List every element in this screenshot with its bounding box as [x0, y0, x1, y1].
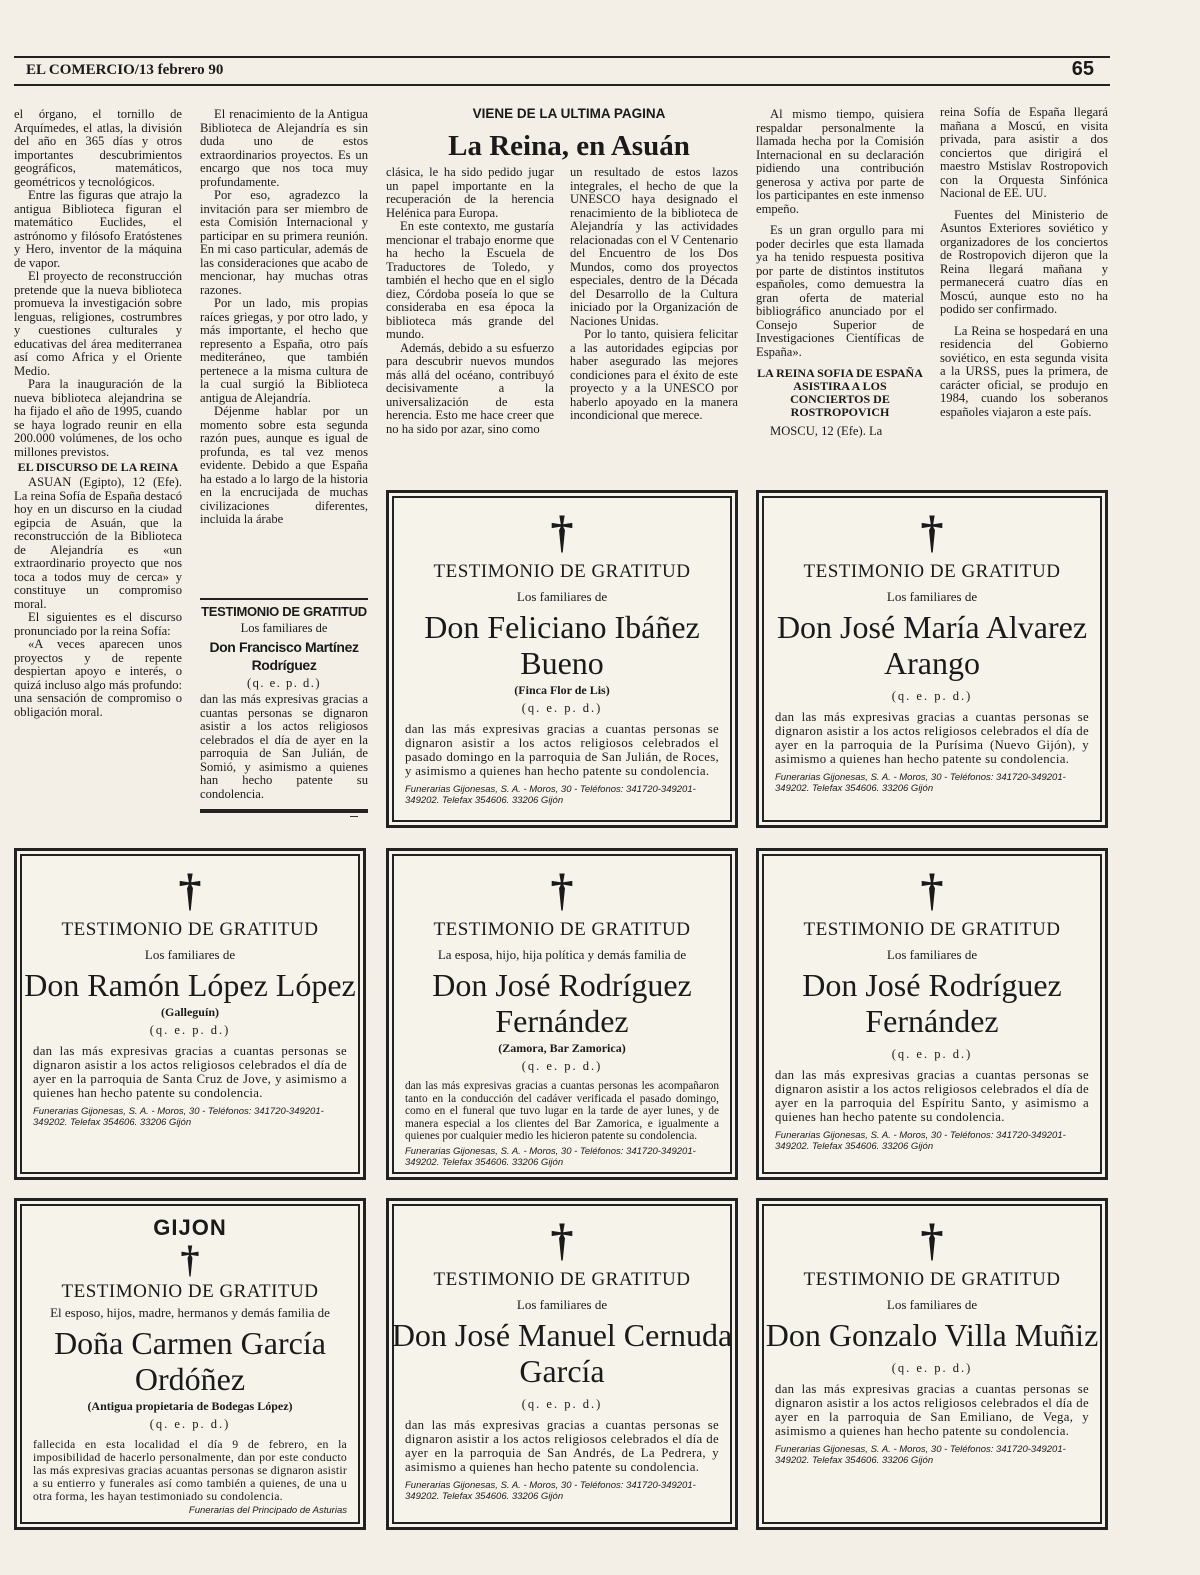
paragraph: El proyecto de reconstrucción pretende que la nueva biblioteca promueva la investigación sobre lenguas, religiones, costrumbres y cuestiones culturales y educativas del área mediterranea así como Africa y el Oriente Medio. [14, 269, 182, 378]
page-header [14, 56, 1110, 86]
notice-footer: Funerarias del Principado de Asturias [188, 1505, 347, 1516]
notice-body: dan las más expresivas gracias a cuantas personas se dignaron asistir a los actos religiosos celebrados el día de ayer en la parroquia de San Emiliano, de Vega, y asimismo a quienes han hecho patente su condolencia. [775, 1382, 1089, 1438]
notice-title: TESTIMONIO DE GRATITUD [61, 919, 319, 940]
notice-name: Don José Rodríguez Fernández [432, 967, 692, 1039]
paragraph: Déjenme hablar por un momento sobre esta segunda razón pues, aunque es igual de profunda, es tal vez menos evidente. Debido a que España ha estado a lo largo de la historia en la encrucijada de muchas civilizaciones diferentes, incluida la árabe [200, 404, 368, 526]
notice-qepd: (q. e. p. d.) [891, 689, 973, 703]
notice-note: (Zamora, Bar Zamorica) [498, 1041, 626, 1055]
notice-title: TESTIMONIO DE GRATITUD [803, 561, 1061, 582]
paragraph: el órgano, el tornillo de Arquímedes, el atlas, la división del año en 365 días y otros importantes descubrimientos geográficos, matemáticos, geométricos y tecnológicos. [14, 108, 182, 189]
notice-name: Don Gonzalo Villa Muñiz [765, 1317, 1099, 1353]
notice-qepd: (q. e. p. d.) [521, 701, 603, 715]
notice-name: Don Feliciano Ibáñez Bueno [424, 609, 700, 681]
notice-name: Don José María Alvarez Arango [776, 609, 1088, 681]
cross-icon: † [180, 1239, 200, 1281]
notice-gonzalo-villa [756, 1198, 1108, 1530]
notice-family: La esposa, hijo, hija política y demás familia de [437, 947, 687, 962]
notice-note: (Antigua propietaria de Bodegas López) [87, 1399, 293, 1413]
notice-family: Los familiares de [516, 1297, 608, 1312]
notice-title: TESTIMONIO DE GRATITUD [433, 561, 691, 582]
cross-icon: † [178, 864, 202, 915]
notice-jose-rodriguez [756, 848, 1108, 1180]
notice-family: Los familiares de [144, 947, 236, 962]
notice-qepd: (q. e. p. d.) [149, 1023, 231, 1037]
notice-feliciano-ibanez [386, 490, 738, 828]
paragraph: un resultado de estos lazos integrales, el hecho de que la UNESCO haya designado el renacimiento de la biblioteca de Alejandría y las actividades relacionadas con el V Centenario del Encuentro de los Dos Mundos, como dos proyectos especiales, dentro de la Década del Desarrollo de la Cultura iniciado por la Organización de Naciones Unidas. [570, 166, 738, 328]
article-column-4 [570, 166, 738, 476]
notice-title: TESTIMONIO DE GRATITUD [200, 598, 368, 619]
paragraph: ASUAN (Egipto), 12 (Efe). La reina Sofía de España destacó hoy en un discurso en la ciudad egipcia de Asuán, que la reconstrucción de la Biblioteca de Alejandría es «un extraordinario proyecto que nos toca a todos muy de cerca» y constituye un compromiso moral. [14, 475, 182, 611]
article-kicker: VIENE DE LA ULTIMA PAGINA [472, 106, 666, 121]
notice-footer: Funerarias Gijonesas, S. A. - Moros, 30 - Teléfonos: 341720-349201-349202. Telefax 354606. 33206 Gijón [775, 1444, 1066, 1466]
paragraph: Para la inauguración de la nueva biblioteca alejandrina se ha fijado el año de 1995, cuando se haya logrado reunir en ella 200.000 volúmenes, de los ocho millones previstos. [14, 377, 182, 459]
notice-qepd: (q. e. p. d.) [891, 1361, 973, 1375]
notice-footer: Funerarias Gijonesas, S. A. - Moros, 30 - Teléfonos: 341720-349201-349202. Telefax 354606. 33206 Gijón [775, 1130, 1066, 1152]
paragraph: Además, debido a su esfuerzo para descubrir nuevos mundos más allá del océano, contribuyó decisivamente a la universalización de esta herencia. Esto me hace creer que no ha sido por azar, sino como [386, 340, 554, 436]
notice-note: (Finca Flor de Lis) [514, 683, 610, 697]
paragraph: Es un gran orgullo para mi poder decirles que esta llamada ya ha tenido respuesta positiva por parte de distintos institutos españoles, como demuestra la gran oferta de material bibliográfico anunciado por el Consejo Superior de Investigaciones Científicas de España». [756, 223, 924, 359]
paragraph: La Reina se hospedará en una residencia del Gobierno soviético, en esta segunda visita a la URSS, pues la primera, de carácter oficial, se produjo en 1984, cuando los soberanos españoles viajaron a este país. [940, 323, 1108, 419]
notice-city: GIJON [153, 1215, 227, 1240]
paragraph: En este contexto, me gustaría mencionar el trabajo enorme que ha hecho la Escuela de Traductores de Toledo, y también el hecho que en el siglo diez, Córdoba poseía lo que se consideraba en esa época la biblioteca más grande del mundo. [386, 219, 554, 341]
cross-icon: † [920, 864, 944, 915]
notice-carmen-garcia [14, 1198, 366, 1530]
small-notice [200, 598, 368, 813]
paragraph: Por lo tanto, quisiera felicitar a las autoridades egipcias por haber asegurado las mejores condiciones para el éxito de este proyecto y a la UNESCO por haberlo apoyado en la manera incondicional que merece. [570, 327, 738, 422]
notice-name: Doña Carmen García Ordóñez [54, 1325, 326, 1397]
notice-name: Don José Rodríguez Fernández [802, 967, 1062, 1039]
notice-footer: Funerarias Gijonesas, S. A. - Moros, 30 - Teléfonos: 341720-349201-349202. Telefax 354606. 33206 Gijón [405, 1145, 696, 1168]
notice-title: TESTIMONIO DE GRATITUD [433, 1269, 691, 1290]
notice-jose-manuel-cernuda [386, 1198, 738, 1530]
paragraph: El siguientes es el discurso pronunciado por la reina Sofía: [14, 610, 182, 638]
paragraph: Por eso, agradezco la invitación para ser miembro de esta Comisión Internacional y participar en su primera reunión. En mi caso particular, además de las consideraciones que acabo de mencionar, hay muchas otras razones. [200, 188, 368, 297]
notice-family: Los familiares de [886, 589, 978, 604]
notice-name: Don Ramón López López [24, 967, 356, 1003]
notice-title: TESTIMONIO DE GRATITUD [803, 919, 1061, 940]
article-headline: La Reina, en Asuán [448, 130, 690, 162]
article-column-1 [14, 108, 182, 830]
article-column-2 [200, 108, 368, 576]
notice-body: dan las más expresivas gracias a cuantas personas se dignaron asistir a los actos religiosos celebrados el día de ayer en la parroquia de San Julián, de Somió, y asimismo a quienes han hecho patente su condolencia. [200, 692, 368, 801]
notice-family: El esposo, hijos, madre, hermanos y demás familia de [50, 1305, 330, 1320]
notice-body: fallecida en esta localidad el día 9 de febrero, en la imposibilidad de hacerlo personalmente, dan por este conducto las más expresivas gracias acuantas personas se dignaron asistir a su entierro y funerales así como también a quienes, de una u otra forma, les hayan testimoniado su condolencia. [33, 1437, 347, 1503]
notice-qepd: (q. e. p. d.) [149, 1417, 231, 1431]
notice-ramon-lopez [14, 848, 366, 1180]
notice-qepd: (q. e. p. d.) [521, 1059, 603, 1073]
notice-qepd: (q. e. p. d.) [247, 676, 321, 690]
paragraph: reina Sofía de España llegará mañana a Moscú, en visita privada, para asistir a dos conciertos que dirigirá el maestro Mstislav Rostropovich con la Orquesta Sinfónica Nacional de EE. UU. [940, 106, 1108, 200]
page-number: 65 [1071, 58, 1094, 80]
notice-family: Los familiares de [516, 589, 608, 604]
notice-body: dan las más expresivas gracias a cuantas personas se dignaron asistir a los actos religiosos celebrados el día de ayer en la parroquia de la Purísima (Nuevo Gijón), y asimismo a quienes han hecho patente su condolencia. [775, 710, 1089, 766]
subheading: EL DISCURSO DE LA REINA [17, 460, 179, 474]
notice-name: Don José Manuel Cernuda García [391, 1317, 733, 1389]
subheading: LA REINA SOFIA DE ESPAÑA ASISTIRA A LOS CONCIERTOS DE ROSTROPOVICH [757, 366, 923, 419]
paragraph: El renacimiento de la Antigua Biblioteca de Alejandría es sin duda uno de estos extraordinarios proyectos. Es un encargo que nos toca muy profundamente. [200, 108, 368, 189]
notice-footer: Funerarias Gijonesas, S. A. - Moros, 30 - Teléfonos: 341720-349201-349202. Telefax 354606. 33206 Gijón [405, 1480, 696, 1502]
notice-title: TESTIMONIO DE GRATITUD [61, 1281, 319, 1302]
notice-title: TESTIMONIO DE GRATITUD [803, 1269, 1061, 1290]
divider [350, 816, 358, 817]
notice-body: dan las más expresivas gracias a cuantas personas se dignaron asistir a los actos religiosos celebrados el día de ayer en la parroquia de Santa Cruz de Jove, y asimismo a quienes han hecho patente su condolencia. [33, 1044, 347, 1100]
notice-title: TESTIMONIO DE GRATITUD [433, 919, 691, 940]
paragraph: Fuentes del Ministerio de Asuntos Exteriores soviético y organizadores de los conciertos de Rostropovich dijeron que la Reina llegará mañana y permanecerá cuatro días en Moscú, aunque esto no ha podido ser confirmado. [940, 207, 1108, 316]
notice-footer: Funerarias Gijonesas, S. A. - Moros, 30 - Teléfonos: 341720-349201-349202. Telefax 354606. 33206 Gijón [33, 1106, 324, 1128]
notice-jose-rodriguez-zamora [386, 848, 738, 1180]
notice-qepd: (q. e. p. d.) [521, 1397, 603, 1411]
notice-body: dan las más expresivas gracias a cuantas personas se dignaron asistir a los actos religiosos celebrados el pasado domingo en la parroquia de San Julián, de Roces, y asimismo a quienes han hecho patente su condolencia. [405, 722, 719, 778]
notice-family: Los familiares de [240, 621, 328, 635]
paragraph: Por un lado, mis propias raíces griegas, y por otro lado, y más importante, el hecho que represento a España, otro país mediteráneo, que también pertenece a la misma cultura de la cual surgió la Biblioteca antigua de Alejandría. [200, 296, 368, 405]
cross-icon: † [550, 1214, 574, 1265]
publication-date: EL COMERCIO/13 febrero 90 [26, 62, 224, 78]
notice-footer: Funerarias Gijonesas, S. A. - Moros, 30 - Teléfonos: 341720-349201-349202. Telefax 354606. 33206 Gijón [775, 772, 1066, 794]
notice-body: dan las más expresivas gracias a cuantas personas les acompañaron tanto en la conducción del cadáver verificada el pasado domingo, como en el funeral que tuvo lugar en la tarde de ayer lunes, y de manera especial a los clientes del Bar Zamorica, e igualmente a quienes por cualquier medio les hicieron patente su condolencia. [405, 1080, 719, 1142]
paragraph: «A veces aparecen unos proyectos y de repente despiertan apoyo e interés, o quizá incluso algo más profundo: una sensación de compromiso o obligación moral. [14, 637, 182, 719]
notice-footer: Funerarias Gijonesas, S. A. - Moros, 30 - Teléfonos: 341720-349201-349202. Telefax 354606. 33206 Gijón [405, 784, 696, 806]
notice-name: Don Francisco Martínez Rodríguez [209, 639, 359, 673]
notice-family: Los familiares de [886, 1297, 978, 1312]
cross-icon: † [550, 864, 574, 915]
paragraph: Al mismo tiempo, quisiera respaldar personalmente la llamada hecha por la Comisión Internacional en su declaración pidiendo una contribución generosa y activa por parte de los participantes en este inmenso empeño. [756, 108, 924, 216]
notice-family: Los familiares de [886, 947, 978, 962]
cross-icon: † [550, 506, 574, 557]
notice-qepd: (q. e. p. d.) [891, 1047, 973, 1061]
paragraph: Entre las figuras que atrajo la antigua Biblioteca figuran el matemático Euclides, el astrónomo y filósofo Eratóstenes y Hero, inventor de la máquina de vapor. [14, 188, 182, 270]
article-column-6 [940, 106, 1108, 476]
notice-note: (Galleguín) [160, 1005, 219, 1019]
notice-body: dan las más expresivas gracias a cuantas personas se dignaron asistir a los actos religiosos celebrados el día de ayer en la parroquia de San Andrés, de La Pedrera, y asimismo a quienes han hecho patente su condolencia. [405, 1418, 719, 1474]
paragraph: MOSCU, 12 (Efe). La [770, 424, 883, 438]
notice-body: dan las más expresivas gracias a cuantas personas se dignaron asistir a los actos religiosos celebrados el día de ayer en la parroquia del Espíritu Santo, y asimismo a quienes han hecho patente su condolencia. [775, 1068, 1089, 1124]
cross-icon: † [920, 1214, 944, 1265]
notice-rule [200, 809, 368, 813]
cross-icon: † [920, 506, 944, 557]
article-column-3 [386, 166, 554, 476]
article-column-5 [756, 108, 924, 478]
paragraph: clásica, le ha sido pedido jugar un papel importante en la recuperación de la herencia Helénica para Europa. [386, 166, 554, 220]
notice-jose-maria-alvarez [756, 490, 1108, 828]
